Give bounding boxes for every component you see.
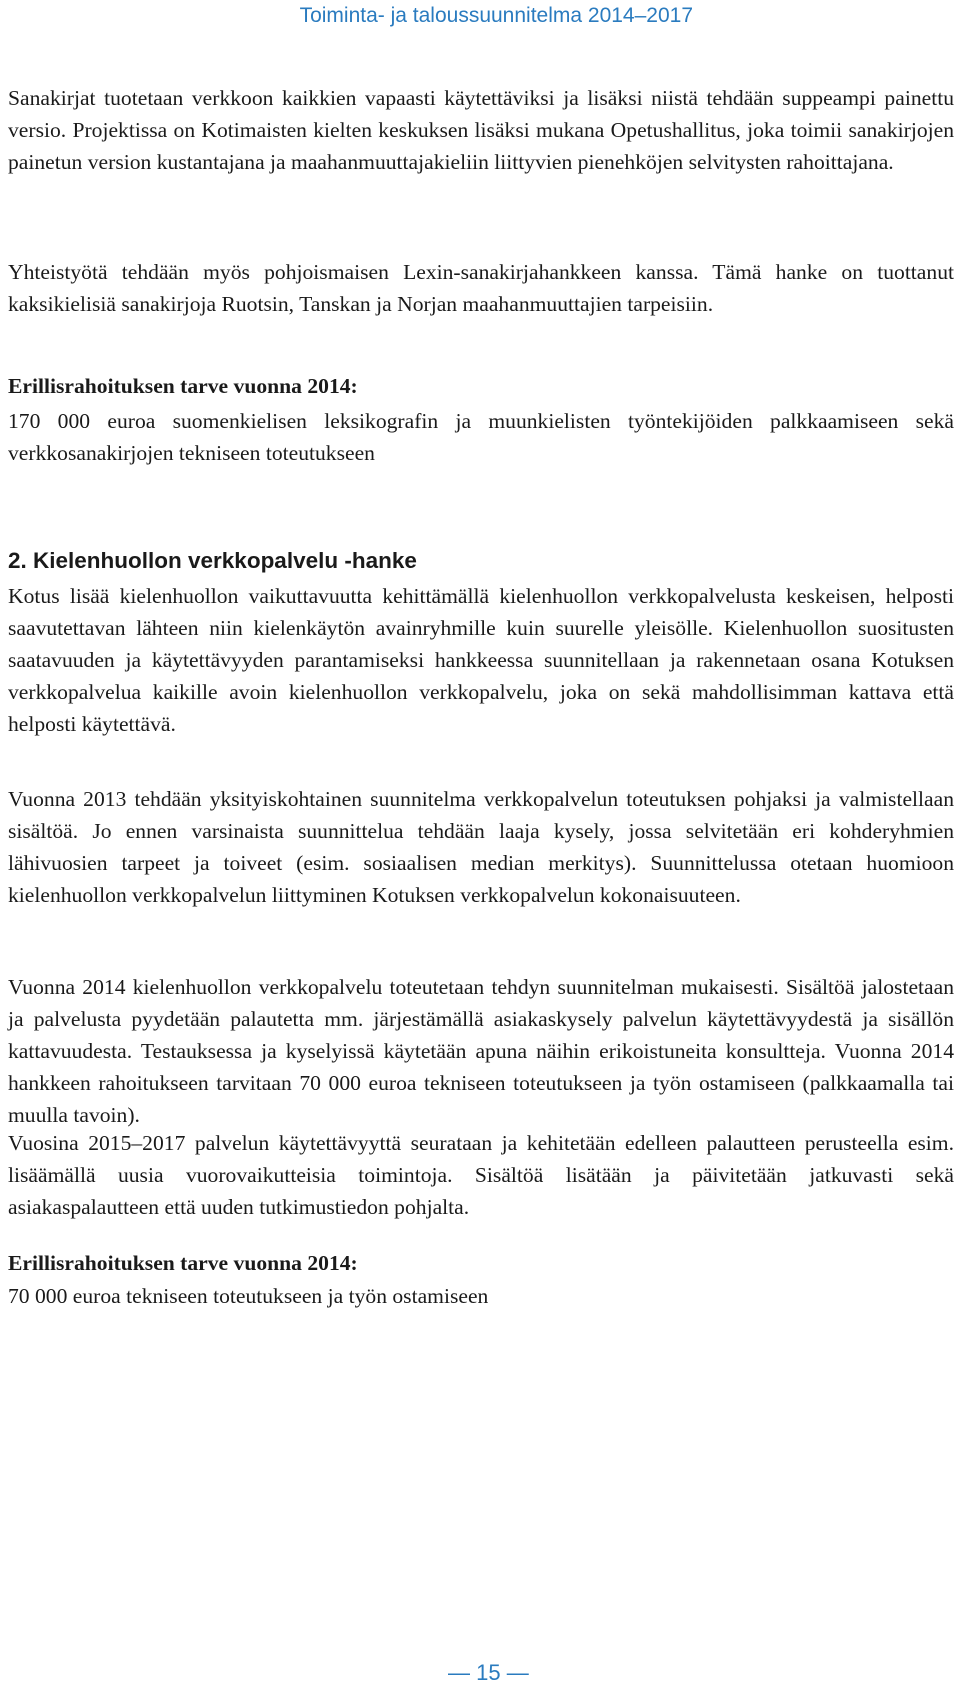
running-header: Toiminta- ja taloussuunnitelma 2014–2017 bbox=[299, 4, 693, 27]
paragraph-2013-plan: Vuonna 2013 tehdään yksityiskohtainen suunnitelma verkkopalvelun toteutuksen pohjaksi ja valmistellaan sisältöä. Jo ennen varsinaista suunnittelua tehdään laaja kysely, jossa selvitetään eri kohderyhmien lähivuosien tarpeet ja toiveet (esim. sosiaalisen median merkitys). Suunnittelussa otetaan huomioon kielenhuollon verkkopalvelun liittyminen Kotuksen verkkopalvelun kokonaisuuteen. bbox=[8, 787, 954, 907]
paragraph-lexin-cooperation: Yhteistyötä tehdään myös pohjoismaisen Lexin-sanakirjahankkeen kanssa. Tämä hanke on tuottanut kaksikielisiä sanakirjoja Ruotsin, Tanskan ja Norjan maahanmuuttajien tarpeisiin. bbox=[8, 260, 954, 316]
paragraph-2014-implementation: Vuonna 2014 kielenhuollon verkkopalvelu toteutetaan tehdyn suunnitelman mukaisesti. Sisältöä jalostetaan ja palvelusta pyydetään palautetta mm. järjestämällä asiakaskysely palvelun käytettävyydestä ja sisällön kattavuudesta. Testauksessa ja kyselyissä käytetään apuna näihin erikoistuneita konsultteja. Vuonna 2014 hankkeen rahoitukseen tarvitaan 70 000 euroa tekniseen toteutukseen ja työn ostamiseen (palkkaamalla tai muulla tavoin). bbox=[8, 975, 954, 1127]
paragraph-2015-2017: Vuosina 2015–2017 palvelun käytettävyyttä seurataan ja kehitetään edelleen palautteen perusteella esim. lisäämällä uusia vuorovaikutteisia toimintoja. Sisältöä lisätään ja päivitetään jatkuvasti sekä asiakaspalautteen että uuden tutkimustiedon pohjalta. bbox=[8, 1131, 954, 1219]
funding-text: 170 000 euroa suomenkielisen leksikografin ja muunkielisten työntekijöiden palkkaamiseen sekä verkkosanakirjojen tekniseen toteutukseen bbox=[8, 409, 954, 465]
paragraph-dictionaries: Sanakirjat tuotetaan verkkoon kaikkien vapaasti käytettäviksi ja lisäksi niistä tehdään suppeampi painettu versio. Projektissa on Kotimaisten kielten keskuksen lisäksi mukana Opetushallitus, joka toimii sanakirjojen painetun version kustantajana ja maahanmuuttajakieliin liittyvien pienehköjen selvitysten rahoittajana. bbox=[8, 86, 954, 174]
funding-heading: Erillisrahoituksen tarve vuonna 2014: bbox=[8, 374, 358, 398]
funding-text: 70 000 euroa tekniseen toteutukseen ja työn ostamiseen bbox=[8, 1284, 489, 1308]
paragraph-service-intro: Kotus lisää kielenhuollon vaikuttavuutta kehittämällä kielenhuollon verkkopalvelusta keskeisen, helposti saavutettavan lähteen niin kielenkäytön avainryhmille kuin suurelle yleisölle. Kielenhuollon suositusten saatavuuden ja käytettävyyden parantamiseksi hankkeessa suunnitellaan ja rakennetaan osana Kotuksen verkkopalvelua kaikille avoin kielenhuollon verkkopalvelu, joka on sekä mahdollisimman kattava että helposti käytettävä. bbox=[8, 584, 954, 736]
funding-heading: Erillisrahoituksen tarve vuonna 2014: bbox=[8, 1251, 358, 1275]
page-number: — 15 — bbox=[448, 1660, 529, 1685]
section-heading: 2. Kielenhuollon verkkopalvelu -hanke bbox=[8, 548, 417, 573]
